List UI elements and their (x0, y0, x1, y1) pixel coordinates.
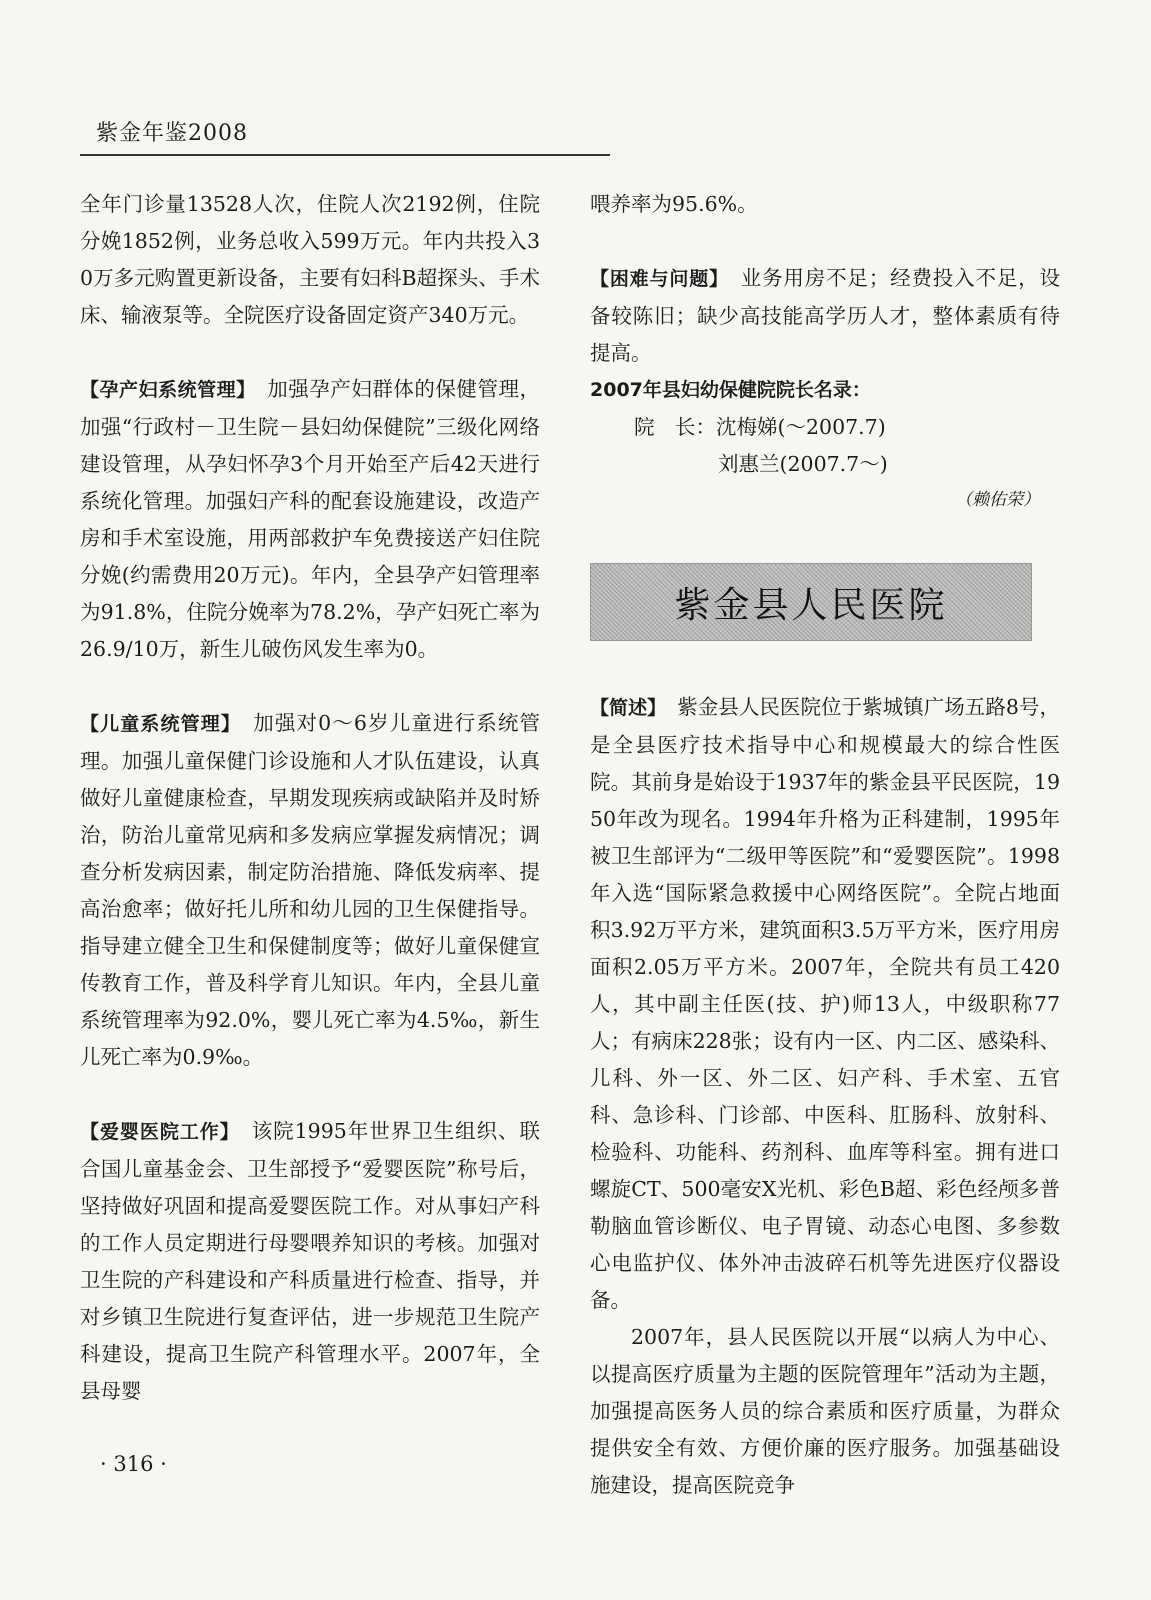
director-entry: 院 长：沈梅娣(～2007.7) (634, 415, 886, 439)
directors-list-title: 2007年县妇幼保健院院长名录： (590, 379, 871, 401)
spacer (590, 223, 1060, 260)
section-child-management (80, 705, 540, 1076)
section-heading: 【困难与问题】 (590, 268, 720, 290)
section-difficulties (590, 260, 1060, 372)
section-overview (590, 689, 1060, 1319)
left-column (80, 186, 540, 1410)
spacer (80, 1076, 540, 1113)
director-entry: 刘惠兰(2007.7～) (718, 452, 888, 476)
section-text: 业务用房不足；经费投入不足，设备较陈旧；缺少高技能高学历人才，整体素质有待提高。 (590, 266, 1060, 365)
section-baby-friendly-hospital (80, 1113, 540, 1410)
section-text: 加强对0～6岁儿童进行系统管理。加强儿童保健门诊设施和人才队伍建设，认真做好儿童健康检查，早期发现疾病或缺陷并及时矫治，防治儿童常见病和多发病应掌握发病情况；调查分析发病因素，制定防治措施、降低发病率、提高治愈率；做好托儿所和幼儿园的卫生保健指导。指导建立健全卫生和保健制度等；做好儿童保健宣传教育工作，普及科学育儿知识。年内，全县儿童系统管理率为92.0%，婴儿死亡率为4.5‰，新生儿死亡率为0.9‰。 (80, 711, 540, 1069)
page-number: · 316 · (100, 1452, 167, 1476)
author-credit: （赖佑荣） (955, 490, 1040, 510)
section-heading: 【儿童系统管理】 (80, 713, 232, 735)
right-column (590, 186, 1060, 1504)
paragraph-continued: 喂养率为95.6%。 (590, 192, 758, 216)
section-heading: 【爱婴医院工作】 (80, 1121, 231, 1143)
section-text: 紫金县人民医院位于紫城镇广场五路8号，是全县医疗技术指导中心和规模最大的综合性医院。其前身是始设于1937年的紫金县平民医院，1950年改为现名。1994年升格为正科建制，1995年被卫生部评为“二级甲等医院”和“爱婴医院”。1998年入选“国际紧急救援中心网络医院”。全院占地面积3.92万平方米，建筑面积3.5万平方米，医疗用房面积2.05万平方米。2007年，全院共有员工420人，其中副主任医(技、护)师13人，中级职称77人；有病床228张；设有内一区、内二区、感染科、儿科、外一区、外二区、妇产科、手术室、五官科、急诊科、门诊部、中医科、肛肠科、放射科、检验科、功能科、药剂科、血库等科室。拥有进口螺旋CT、500毫安X光机、彩色B超、彩色经颅多普勒脑血管诊断仪、电子胃镜、动态心电图、多参数心电监护仪、体外冲击波碎石机等先进医疗仪器设备。 (590, 695, 1060, 1312)
running-head: 紫金年鉴2008 (96, 121, 248, 146)
paragraph-intro: 全年门诊量13528人次，住院人次2192例，住院分娩1852例，业务总收入599万元。年内共投入30万多元购置更新设备，主要有妇科B超探头、手术床、输液泵等。全院医疗设备固定资产340万元。 (80, 192, 540, 327)
section-text: 该院1995年世界卫生组织、联合国儿童基金会、卫生部授予“爱婴医院”称号后，坚持做好巩固和提高爱婴医院工作。对从事妇产科的工作人员定期进行母婴喂养知识的考核。加强对卫生院的产科建设和产科质量进行检查、指导，并对乡镇卫生院进行复查评估，进一步规范卫生院产科建设，提高卫生院产科管理水平。2007年，全县母婴 (80, 1119, 540, 1403)
section-heading: 【孕产妇系统管理】 (80, 379, 247, 401)
section-text: 加强孕产妇群体的保健管理，加强“行政村－卫生院－县妇幼保健院”三级化网络建设管理，从孕妇怀孕3个月开始至产后42天进行系统化管理。加强妇产科的配套设施建设，改造产房和手术室设施，用两部救护车免费接送产妇住院分娩(约需费用20万元)。年内，全县孕产妇管理率为91.8%，住院分娩率为78.2%，孕产妇死亡率为26.9/10万，新生儿破伤风发生率为0。 (80, 377, 540, 661)
section-heading: 【简述】 (590, 697, 657, 719)
spacer (80, 668, 540, 705)
header-rule (80, 154, 610, 156)
chapter-banner: 紫金县人民医院 (590, 563, 1032, 641)
paragraph-2007-activities: 2007年，县人民医院以开展“以病人为中心、以提高医疗质量为主题的医院管理年”活动为主题，加强提高医务人员的综合素质和医疗质量，为群众提供安全有效、方便价廉的医疗服务。加强基础设施建设，提高医院竞争 (590, 1325, 1060, 1497)
section-maternal-management (80, 371, 540, 668)
spacer (80, 334, 540, 371)
